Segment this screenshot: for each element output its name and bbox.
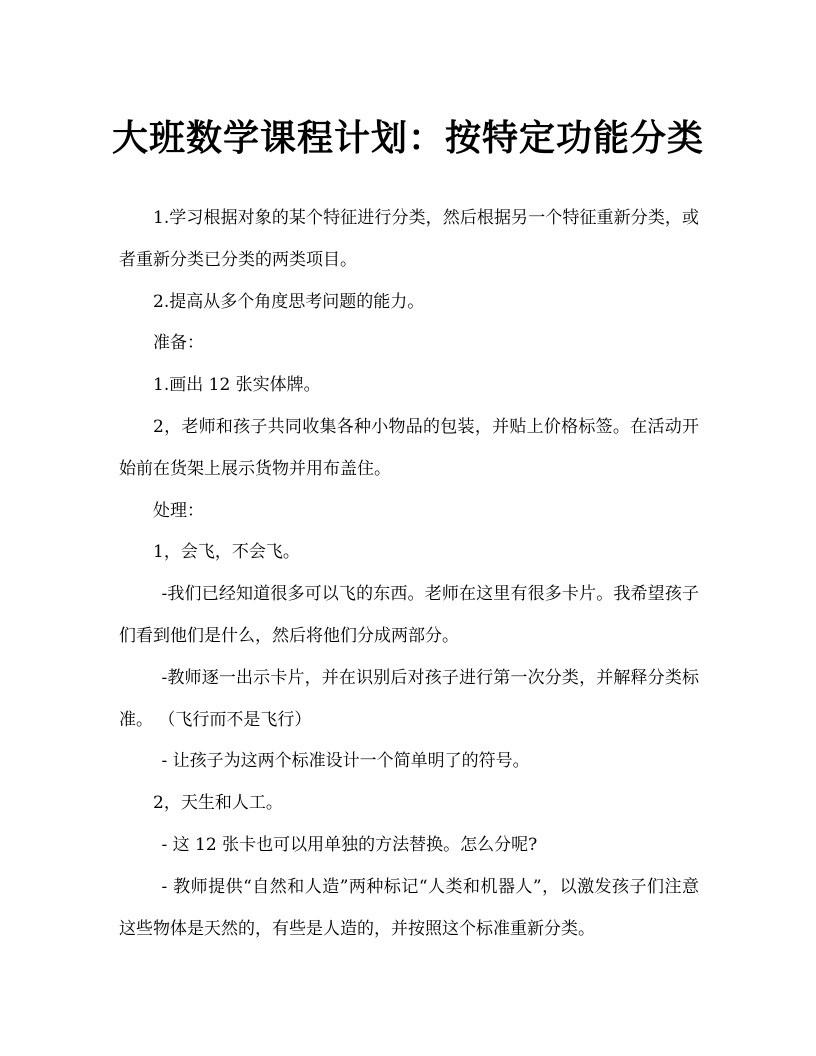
paragraph-step-1-detail-3: - 让孩子为这两个标准设计一个简单明了的符号。 <box>161 751 530 772</box>
paragraph-step-2-detail-2: - 教师提供“自然和人造”两种标记“人类和机器人”，以激发孩子们注意这些物体是天然的，有些是人造的，并按照这个标准重新分类。 <box>119 876 699 939</box>
paragraph-step-1: 1，会飞，不会飞。 <box>153 542 300 563</box>
paragraph-step-1-detail-1: -我们已经知道很多可以飞的东西。老师在这里有很多卡片。我希望孩子们看到他们是什么，然后将他们分成两部分。 <box>119 584 699 646</box>
document-title: 大班数学课程计划：按特定功能分类 <box>111 117 704 159</box>
paragraph-step-1-detail-2: -教师逐一出示卡片，并在识别后对孩子进行第一次分类，并解释分类标准。 （飞行而不是飞行） <box>119 667 699 730</box>
paragraph-step-2: 2，天生和人工。 <box>153 793 283 814</box>
document-body <box>119 198 699 950</box>
paragraph-step-2-detail-1: - 这 12 张卡也可以用单独的方法替换。怎么分呢? <box>161 834 538 855</box>
paragraph-preparation-2: 2，老师和孩子共同收集各种小物品的包装，并贴上价格标签。在活动开始前在货架上展示货物并用布盖住。 <box>119 416 699 479</box>
paragraph-process-heading: 处理： <box>153 500 204 521</box>
paragraph-preparation-1: 1.画出 12 张实体牌。 <box>153 375 321 396</box>
paragraph-objective-1: 1.学习根据对象的某个特征进行分类，然后根据另一个特征重新分类，或者重新分类已分类的两类项目。 <box>119 208 699 270</box>
paragraph-objective-2: 2.提高从多个角度思考问题的能力。 <box>153 291 425 312</box>
paragraph-preparation-heading: 准备： <box>153 333 204 354</box>
